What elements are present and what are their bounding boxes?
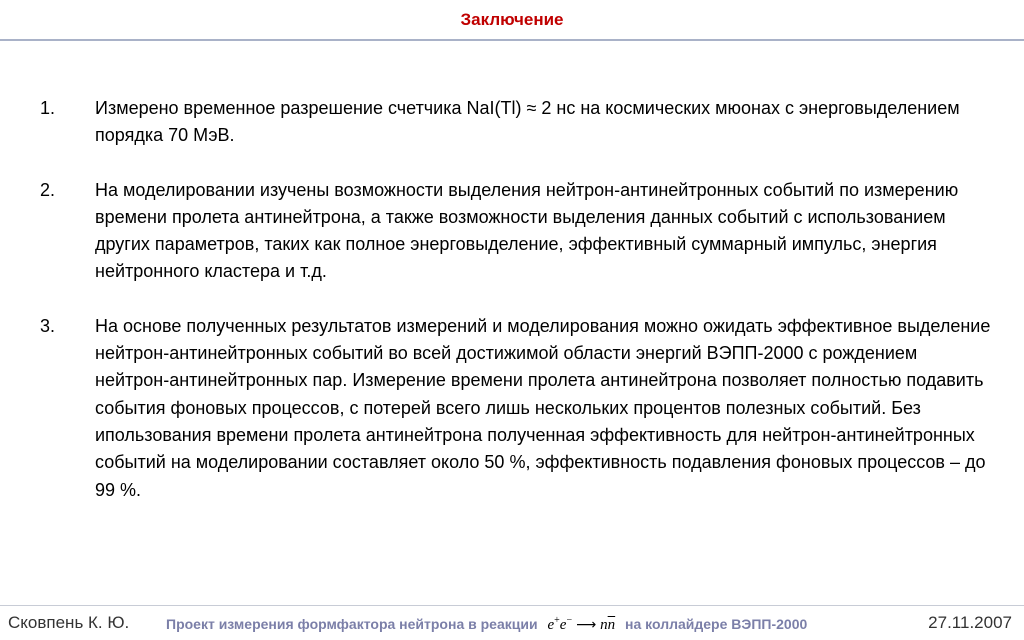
title-divider: [0, 39, 1024, 41]
list-item: [0, 313, 1024, 504]
reaction-arrow-icon: ⟶: [576, 617, 597, 633]
slide-footer: [0, 612, 1024, 636]
reaction-rhs-particle-1: n: [600, 617, 608, 633]
reaction-lhs-particle-1: e: [547, 617, 555, 633]
reaction-formula: [547, 615, 615, 634]
conclusion-list: [0, 95, 1024, 531]
footer-date: 27.11.2007: [928, 613, 1012, 632]
list-item-number: 3.: [40, 315, 56, 336]
project-title-prefix: Проект измерения формфактора нейтрона в реакции: [166, 616, 538, 632]
list-item-number: 2.: [40, 179, 56, 200]
reaction-lhs-particle-2: e: [559, 617, 567, 633]
list-item-number: 1.: [40, 98, 56, 118]
footer-project-title: [166, 615, 807, 634]
list-item-text: Измерено временное разрешение счетчика NaI(Tl) ≈ 2 нс на космических мюонах с энерговыделением порядка 70 МэВ.: [95, 98, 960, 146]
footer-author: Сковпень К. Ю.: [8, 613, 130, 632]
reaction-lhs-charge-2: −: [566, 615, 573, 626]
list-item: [0, 95, 1024, 150]
project-title-suffix: на коллайдере ВЭПП-2000: [625, 616, 808, 632]
list-item: [0, 177, 1024, 286]
list-item-text: На моделировании изучены возможности выделения нейтрон-антинейтронных событий по измерению времени пролета антинейтрона, а также возможности выделения данных событий с использованием других параметров, таких как полное энерговыделение, эффективный суммарный импульс, энергия нейтронного кластера и т.д.: [95, 179, 959, 282]
list-item-text: На основе полученных результатов измерений и моделирования можно ожидать эффективное выделение нейтрон-антинейтронных событий во всей достижимой области энергий ВЭПП-2000 с рождением нейтрон-антинейтронных пар. Измерение времени пролета антинейтрона позволяет полностью подавить события фоновых процессов, с потерей всего лишь нескольких процентов полезных событий. Без ипользования времени пролета антинейтрона полученная эффективность для нейтрон-антинейтронных событий на моделировании составляет около 50 %, эффективность подавления фоновых процессов – до 99 %.: [95, 315, 991, 500]
footer-divider: [0, 605, 1024, 606]
reaction-lhs-charge-1: +: [554, 615, 560, 626]
reaction-rhs-particle-2: $\overline{n}$: [607, 617, 616, 633]
slide-title: Заключение: [460, 10, 564, 29]
